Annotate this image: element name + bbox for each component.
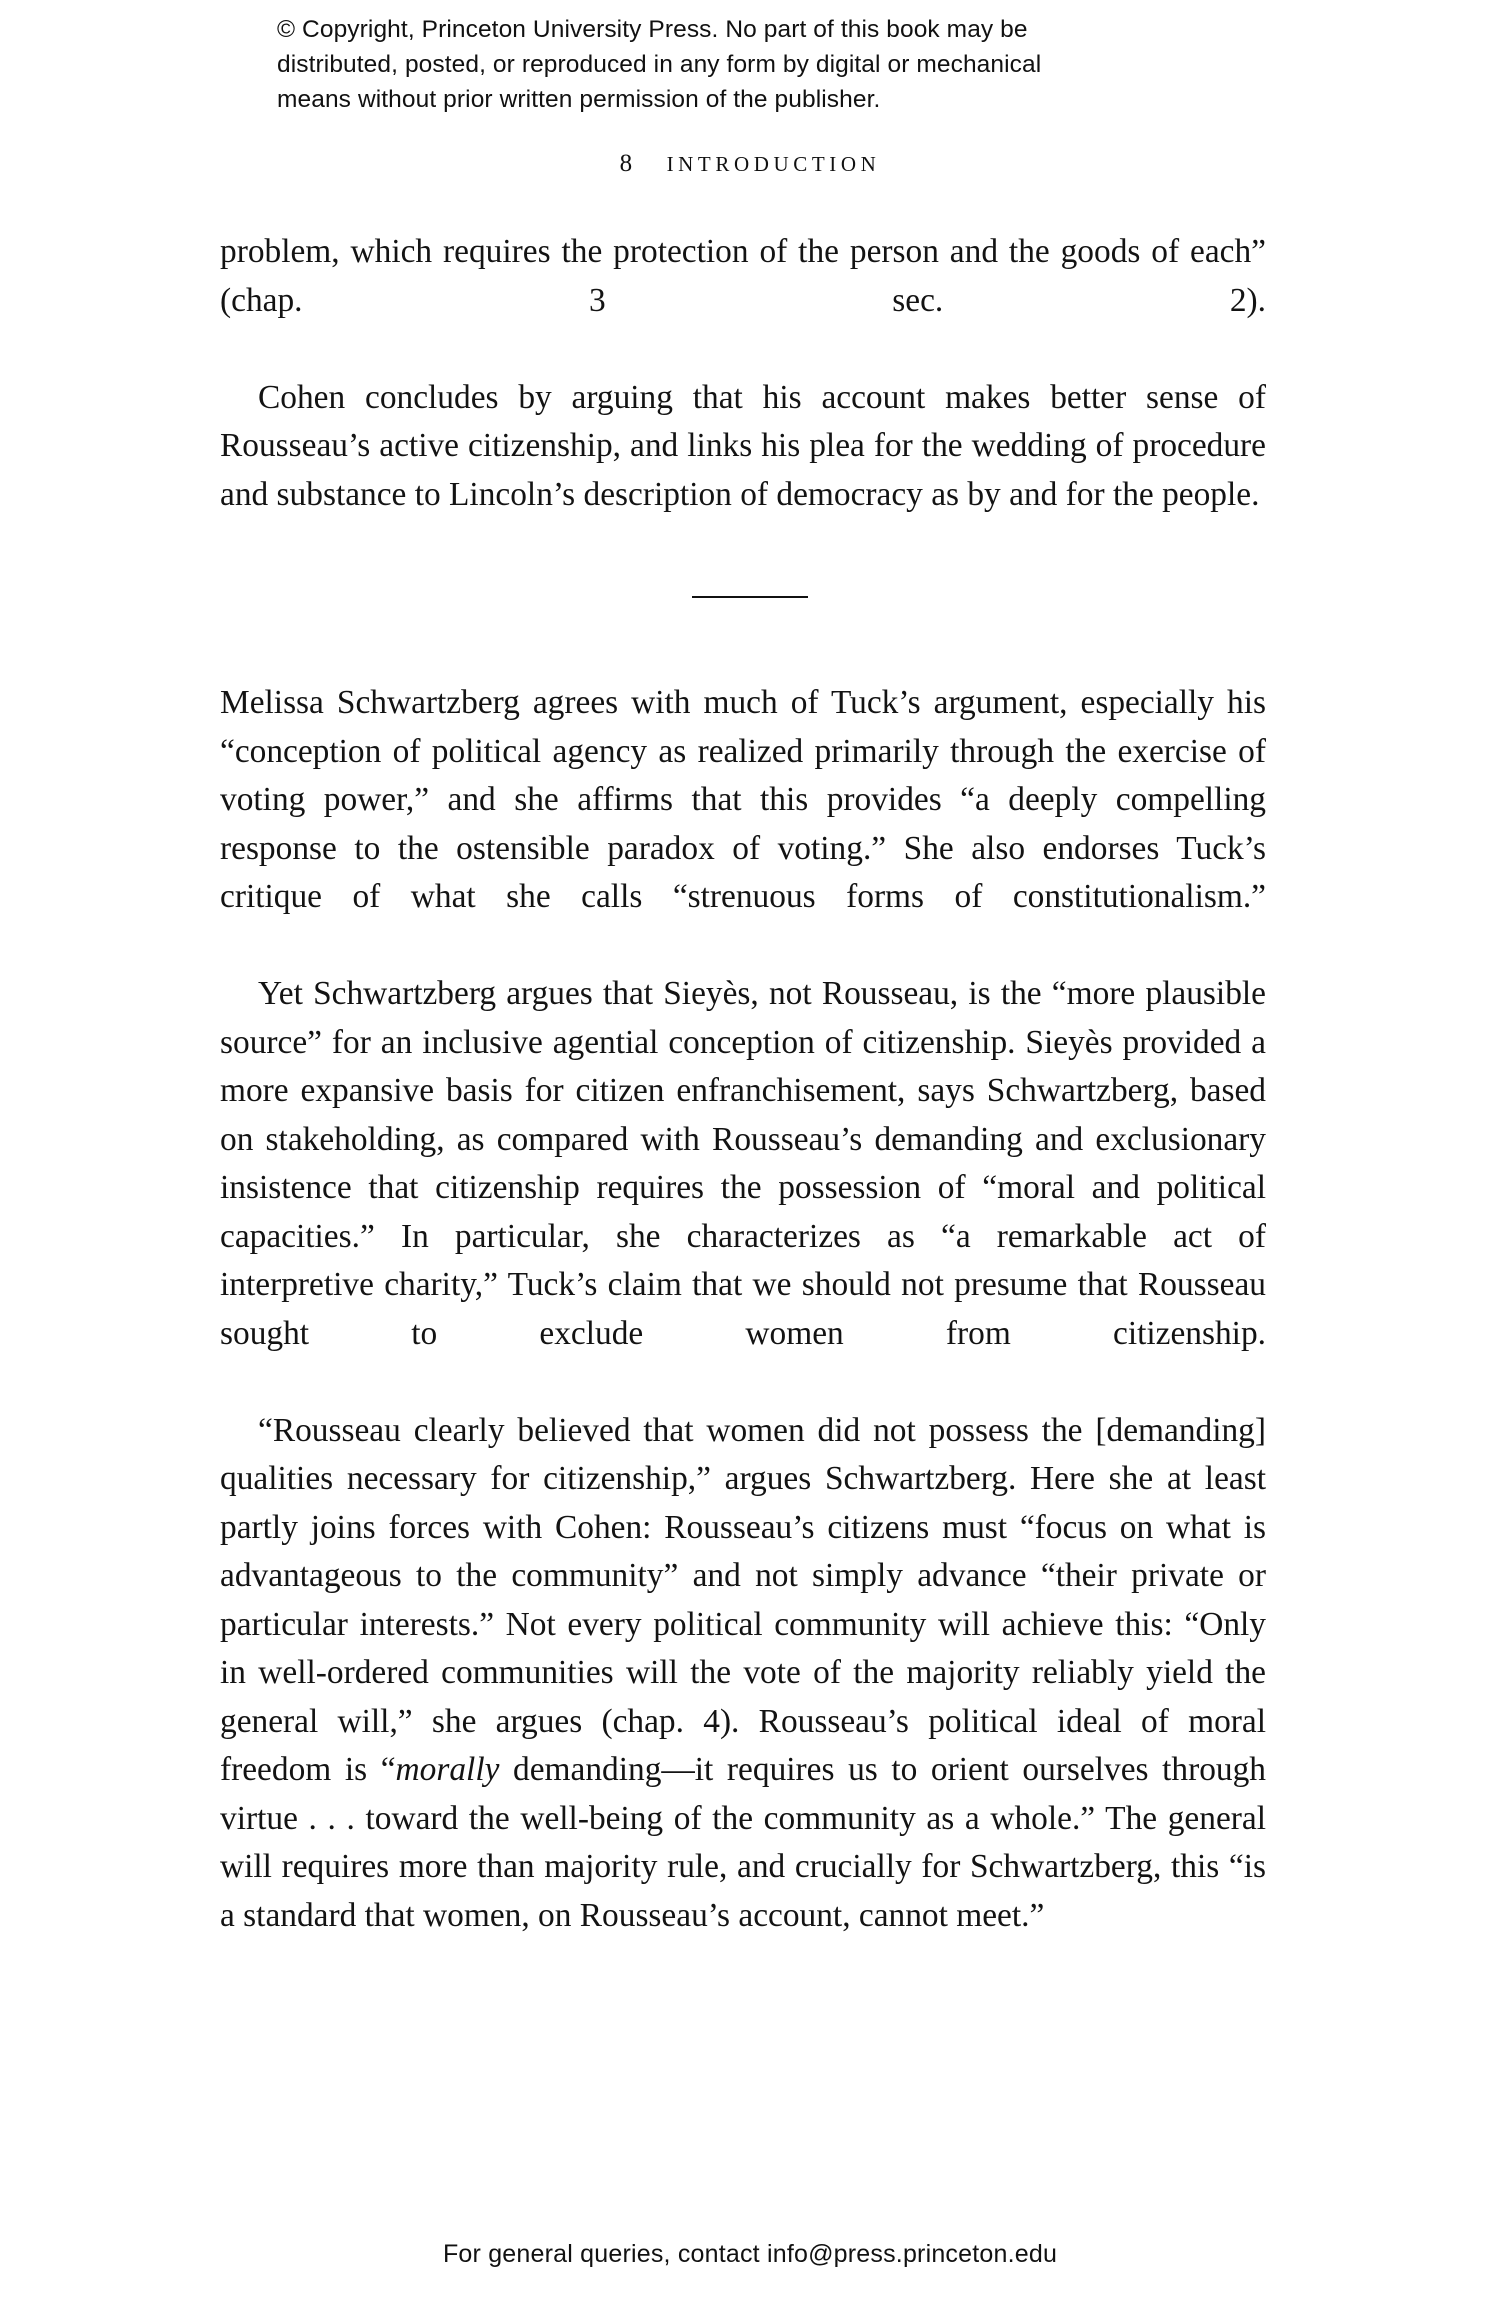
quote-segment-1: “Rousseau clearly believed that women did not possess the [demanding] qualities necessary for citizenship,” argues Schwartzberg. Here she at least partly joins forces with Cohen: Rousseau’s citizens must “focus on what is advantageous to the community” and not simply advance “their private or particular interests.” Not every political community will achieve this: “Only in well-ordered communities will the vote of the majority reliably yield the general will,” she argues (chap. 4). Rousseau’s political ideal of moral freedom is “ <box>220 1411 1266 1788</box>
quote-segment-2: demanding—it requires us to orient ourselves through virtue . . . toward the well-being of the community as a whole.” The general will requires more than majority rule, and crucially for Schwartzberg, this “is a standard that women, on Rousseau’s account, cannot meet.” <box>220 1751 1267 1934</box>
copyright-line-2: distributed, posted, or reproduced in any form by digital or mechanical <box>277 51 1042 78</box>
paragraph-rousseau-quote <box>220 1407 1266 1941</box>
paragraph-problem: problem, which requires the protection of the person and the goods of each” (chap. 3 sec. 2). <box>220 233 1266 319</box>
section-divider <box>0 588 1500 606</box>
copyright-notice <box>277 12 1217 117</box>
emphasis-morally: morally <box>395 1751 500 1788</box>
paragraph-melissa: Melissa Schwartzberg agrees with much of Tuck’s argument, especially his “conception of political agency as realized primarily through the exercise of voting power,” and she affirms that this provides “a deeply compelling response to the ostensible paradox of voting.” She also endorses Tuck’s critique of what she calls “strenuous forms of constitutionalism.” <box>220 684 1266 915</box>
divider-rule-icon <box>692 596 808 598</box>
running-head <box>0 150 1500 178</box>
copyright-line-1: © Copyright, Princeton University Press. No part of this book may be <box>277 16 1028 43</box>
running-head-title: INTRODUCTION <box>666 152 881 176</box>
body-text-upper <box>220 228 1266 519</box>
paragraph-cohen: Cohen concludes by arguing that his account makes better sense of Rousseau’s active citizenship, and links his plea for the wedding of procedure and substance to Lincoln’s description of democracy as by and for the people. <box>220 378 1266 513</box>
paragraph-sieyes: Yet Schwartzberg argues that Sieyès, not Rousseau, is the “more plausible source” for an inclusive agential conception of citizenship. Sieyès provided a more expansive basis for citizen enfranchisement, says Schwartzberg, based on stakeholding, as compared with Rousseau’s demanding and exclusionary insistence that citizenship requires the possession of “moral and political capacities.” In particular, she characterizes as “a remarkable act of interpretive charity,” Tuck’s claim that we should not presume that Rousseau sought to exclude women from citizenship. <box>220 975 1266 1352</box>
footer-contact-note: For general queries, contact info@press.princeton.edu <box>442 2240 1058 2268</box>
body-text-lower <box>220 679 1266 1940</box>
page-number: 8 <box>619 150 633 177</box>
copyright-line-3: means without prior written permission of the publisher. <box>277 86 881 113</box>
